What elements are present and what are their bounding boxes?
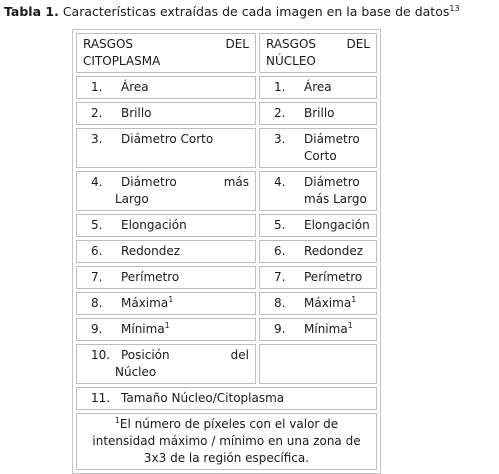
feature-label-line2: Corto bbox=[304, 149, 337, 163]
header-cytoplasm-word1: RASGOS bbox=[83, 37, 134, 51]
feature-label: Mínima bbox=[304, 322, 348, 336]
caption-label: Tabla 1. bbox=[4, 4, 59, 19]
nucleus-cell bbox=[259, 318, 377, 341]
feature-label-word2: más bbox=[223, 175, 249, 189]
row-number: 3. bbox=[274, 132, 286, 146]
table-row bbox=[76, 214, 377, 237]
cytoplasm-cell bbox=[76, 214, 256, 237]
feature-label: Brillo bbox=[304, 106, 335, 120]
table-row bbox=[76, 344, 377, 384]
row-number: 2. bbox=[274, 106, 286, 120]
header-nucleus bbox=[259, 33, 377, 73]
feature-label: Redondez bbox=[304, 244, 364, 258]
feature-label: Elongación bbox=[121, 218, 187, 232]
feature-label-line1: Diámetro bbox=[304, 175, 360, 189]
row-number: 11. bbox=[91, 391, 111, 405]
footnote-marker: 1 bbox=[114, 416, 120, 425]
nucleus-cell bbox=[259, 292, 377, 315]
row-number: 3. bbox=[91, 132, 103, 146]
table-row bbox=[76, 171, 377, 211]
header-cytoplasm-word3: CITOPLASMA bbox=[83, 54, 161, 68]
feature-label-word1: Posición bbox=[121, 348, 170, 362]
feature-label-word1: Diámetro bbox=[121, 175, 177, 189]
footnote-cell bbox=[76, 413, 377, 470]
feature-label: Elongación bbox=[304, 218, 370, 232]
cytoplasm-cell bbox=[76, 128, 256, 168]
nucleus-cell bbox=[259, 266, 377, 289]
feature-label: Máxima bbox=[304, 296, 352, 310]
feature-label-line1: Diámetro bbox=[304, 132, 360, 146]
header-nucleus-word3: NÚCLEO bbox=[266, 54, 316, 68]
row-number: 5. bbox=[274, 218, 286, 232]
cytoplasm-cell bbox=[76, 318, 256, 341]
cytoplasm-cell bbox=[76, 102, 256, 125]
nucleus-cell bbox=[259, 240, 377, 263]
row-number: 4. bbox=[274, 175, 286, 189]
cytoplasm-cell bbox=[76, 266, 256, 289]
cytoplasm-cell bbox=[76, 240, 256, 263]
table-row bbox=[76, 76, 377, 99]
header-nucleus-word1: RASGOS bbox=[266, 37, 317, 51]
row-number: 7. bbox=[91, 270, 103, 284]
footnote-marker: 1 bbox=[351, 295, 357, 304]
row-number: 1. bbox=[91, 80, 103, 94]
table-caption bbox=[4, 4, 460, 19]
row-number: 6. bbox=[274, 244, 286, 258]
caption-text: Características extraídas de cada imagen en la base de datos bbox=[62, 4, 450, 19]
table-header-row bbox=[76, 33, 377, 73]
footnote-marker: 1 bbox=[168, 295, 174, 304]
feature-label bbox=[304, 174, 370, 208]
feature-label: Redondez bbox=[121, 244, 181, 258]
row-number: 9. bbox=[91, 322, 103, 336]
nucleus-cell bbox=[259, 102, 377, 125]
feature-label bbox=[304, 131, 370, 165]
header-cytoplasm-word2: DEL bbox=[225, 37, 249, 51]
feature-label: Perímetro bbox=[304, 270, 363, 284]
feature-label-line2: más Largo bbox=[304, 192, 367, 206]
feature-label: Mínima bbox=[121, 322, 165, 336]
table-row bbox=[76, 240, 377, 263]
feature-label-line2: Largo bbox=[115, 192, 149, 206]
footnote-marker: 1 bbox=[164, 321, 170, 330]
row-number: 6. bbox=[91, 244, 103, 258]
feature-label: Tamaño Núcleo/Citoplasma bbox=[121, 391, 285, 405]
header-cytoplasm bbox=[76, 33, 256, 73]
feature-label-word2: del bbox=[230, 348, 249, 362]
caption-reference: 13 bbox=[449, 3, 460, 13]
row-number: 2. bbox=[91, 106, 103, 120]
table-row bbox=[76, 128, 377, 168]
feature-label: Diámetro Corto bbox=[121, 132, 214, 146]
footnote-text: El número de píxeles con el valor de intensidad máximo / mínimo en una zona de 3x3 de la región específica. bbox=[92, 417, 361, 465]
cytoplasm-cell bbox=[76, 344, 256, 384]
cytoplasm-cell bbox=[76, 292, 256, 315]
nucleus-cell bbox=[259, 128, 377, 168]
row-number: 1. bbox=[274, 80, 286, 94]
row-number: 7. bbox=[274, 270, 286, 284]
feature-label: Perímetro bbox=[121, 270, 180, 284]
row-number: 10. bbox=[91, 348, 111, 362]
feature-label-line2: Núcleo bbox=[115, 365, 157, 379]
nucleus-cell bbox=[259, 171, 377, 211]
row-number: 8. bbox=[274, 296, 286, 310]
feature-label: Brillo bbox=[121, 106, 152, 120]
cytoplasm-cell bbox=[76, 171, 256, 211]
table-row bbox=[76, 102, 377, 125]
footnote-row bbox=[76, 413, 377, 470]
row-number: 4. bbox=[91, 175, 103, 189]
feature-label: Máxima bbox=[121, 296, 169, 310]
row-number: 5. bbox=[91, 218, 103, 232]
nucleus-cell bbox=[259, 76, 377, 99]
feature-label: Área bbox=[304, 80, 332, 94]
cytoplasm-cell bbox=[76, 76, 256, 99]
nucleus-cytoplasm-size-cell bbox=[76, 387, 377, 410]
features-table bbox=[72, 29, 381, 474]
header-nucleus-word2: DEL bbox=[346, 37, 370, 51]
nucleus-empty-cell bbox=[259, 344, 377, 384]
footnote-marker: 1 bbox=[347, 321, 353, 330]
table-row bbox=[76, 318, 377, 341]
nucleus-cell bbox=[259, 214, 377, 237]
row-number: 9. bbox=[274, 322, 286, 336]
table-row bbox=[76, 292, 377, 315]
feature-label: Área bbox=[121, 80, 149, 94]
table-row-full bbox=[76, 387, 377, 410]
table-row bbox=[76, 266, 377, 289]
row-number: 8. bbox=[91, 296, 103, 310]
